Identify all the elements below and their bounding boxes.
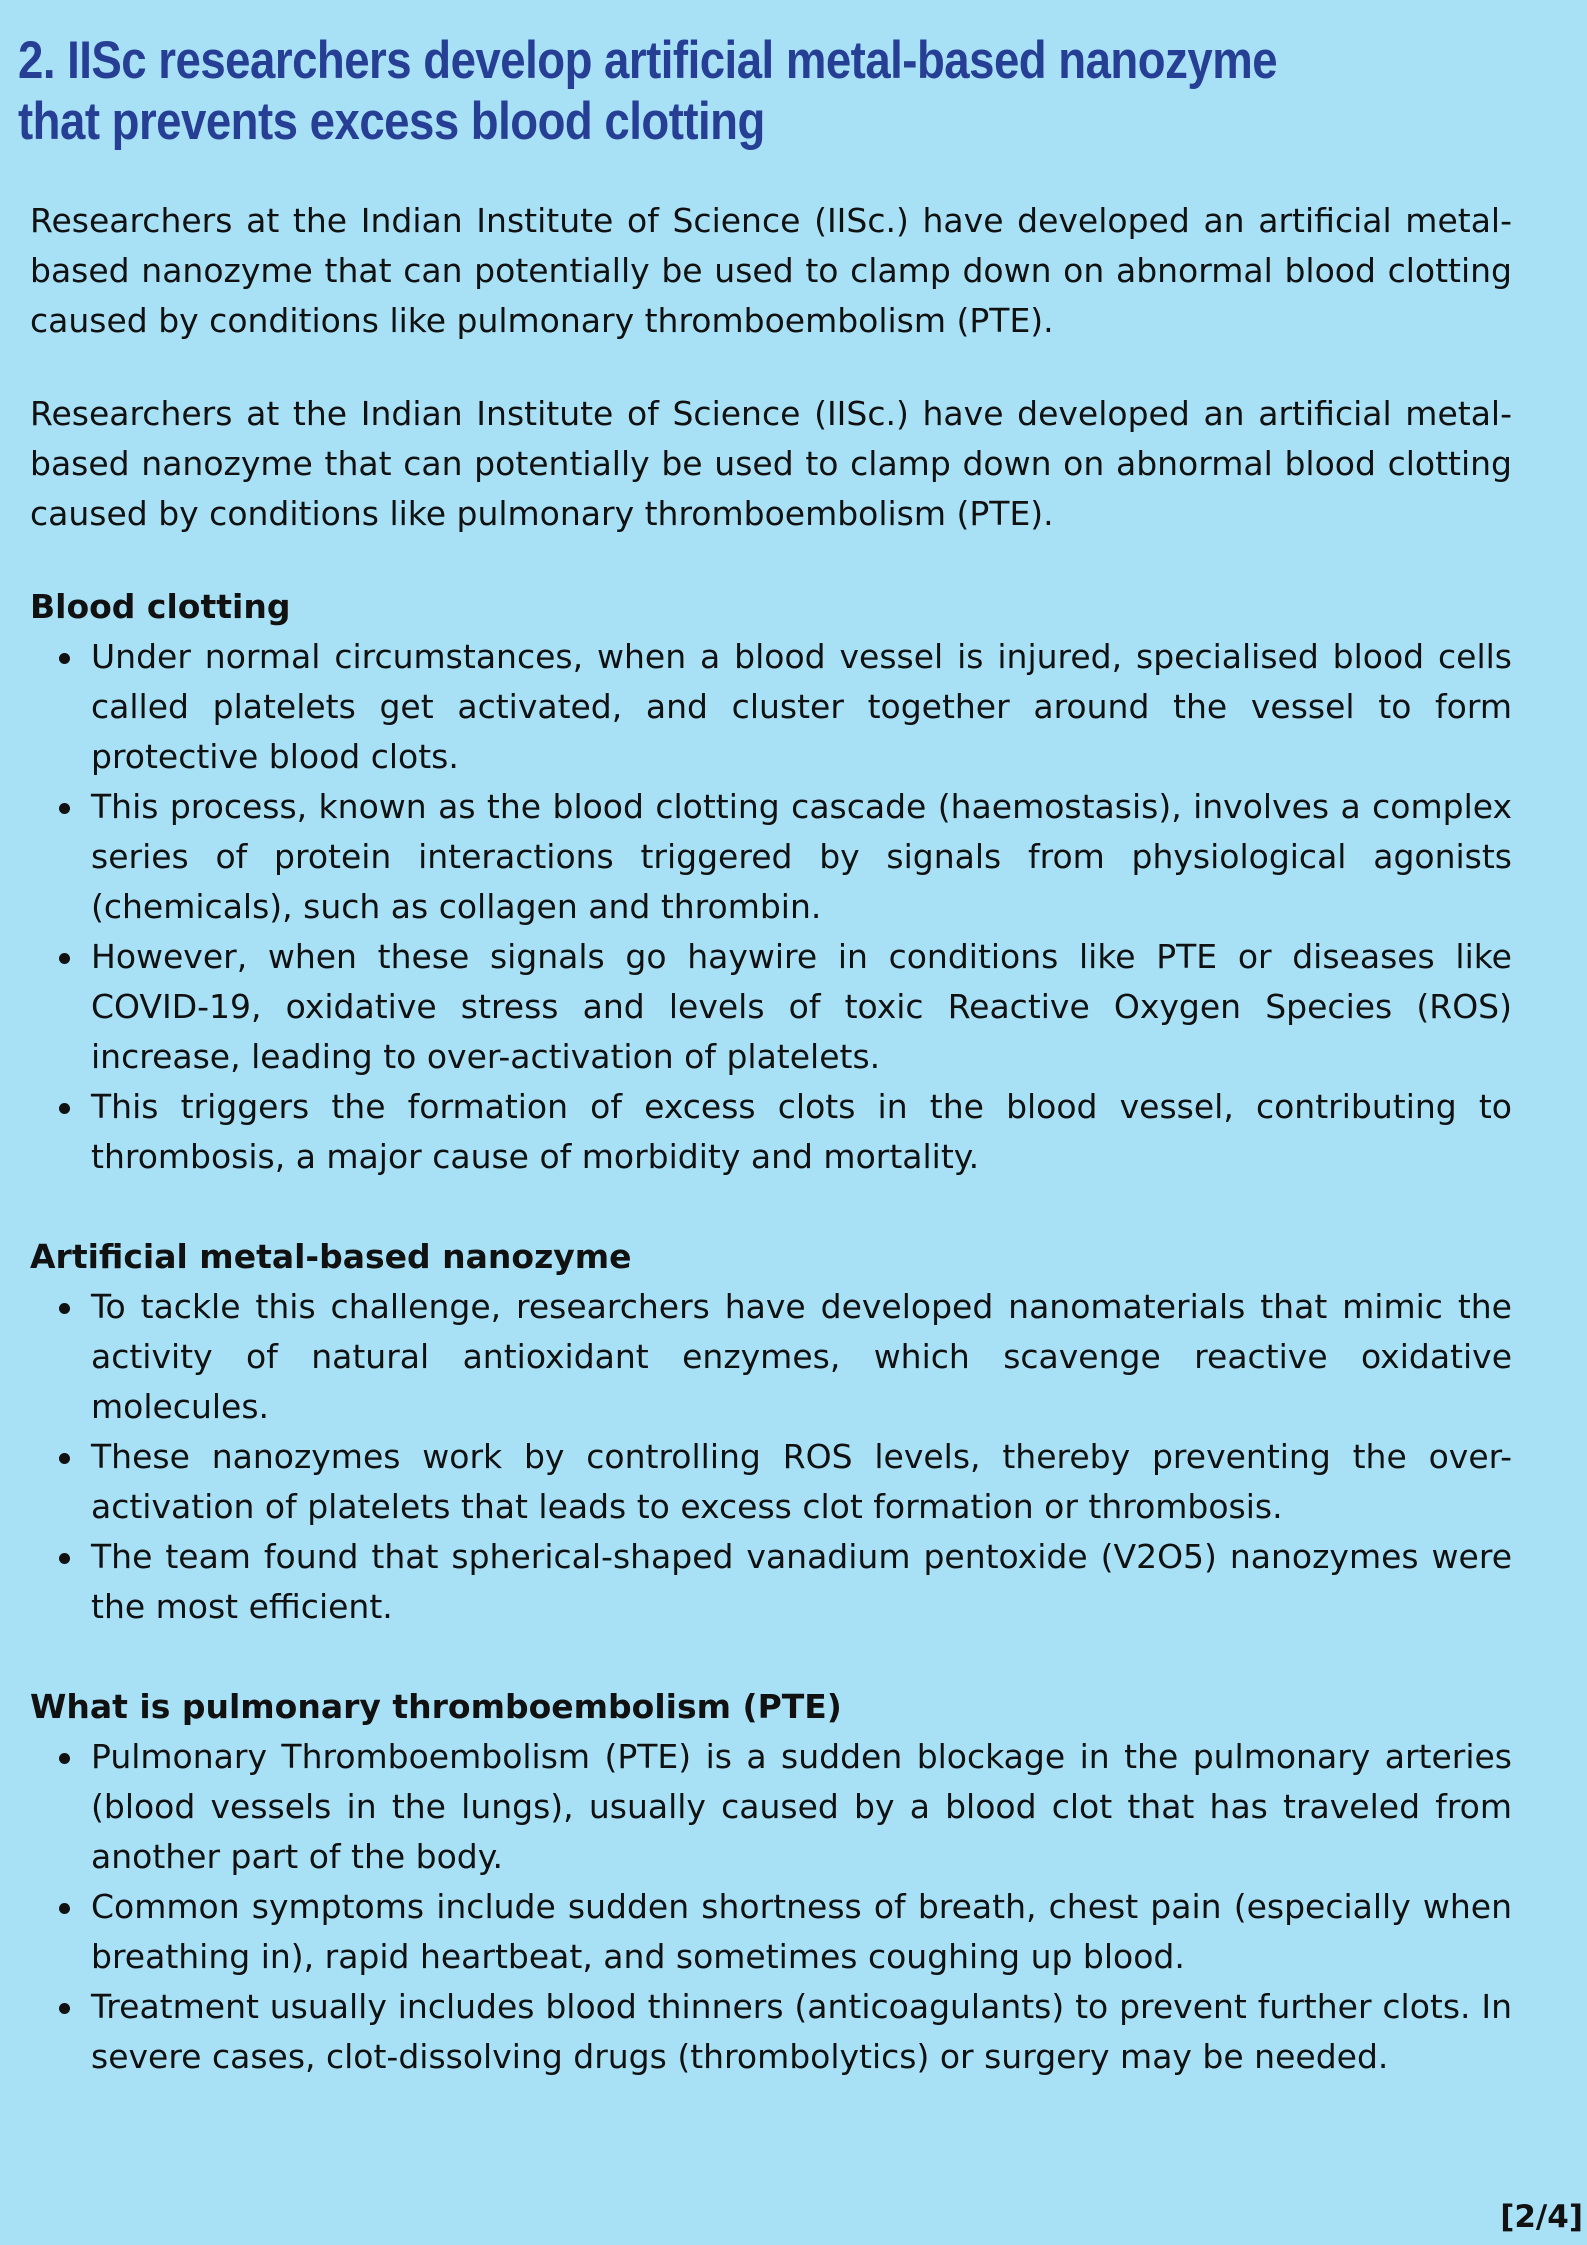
list-item-text: This triggers the formation of excess clots in the blood vessel, contributing to thrombosis, a major cause of morbidity and mortality. xyxy=(91,1087,1512,1176)
list-item xyxy=(30,1732,1512,1882)
bullet-list xyxy=(30,1282,1512,1632)
list-item-text: However, when these signals go haywire in conditions like PTE or diseases like COVID-19, oxidative stress and levels of toxic Reactive Oxygen Species (ROS) increase, leading to over-activation of platelets. xyxy=(91,937,1512,1076)
bullet-icon xyxy=(59,1553,70,1564)
page-title: 2. IISc researchers develop artificial metal-based nanozyme that prevents excess blood clotting xyxy=(18,31,1278,151)
list-item xyxy=(30,632,1512,782)
list-item xyxy=(30,1082,1512,1182)
bullet-icon xyxy=(59,1453,70,1464)
bullet-icon xyxy=(59,1903,70,1914)
intro-paragraph: Researchers at the Indian Institute of Science (IISc.) have developed an artificial metal-based nanozyme that can potentially be used to clamp down on abnormal blood clotting caused by conditions like pulmonary thromboembolism (PTE). xyxy=(30,394,1512,533)
list-item-text: Pulmonary Thromboembolism (PTE) is a sudden blockage in the pulmonary arteries (blood vessels in the lungs), usually caused by a blood clot that has traveled from another part of the body. xyxy=(91,1737,1512,1876)
list-item xyxy=(30,1882,1512,1982)
list-item-text: Under normal circumstances, when a blood vessel is injured, specialised blood cells called platelets get activated, and cluster together around the vessel to form protective blood clots. xyxy=(91,637,1512,776)
section-heading: Blood clotting xyxy=(30,587,291,626)
article-body xyxy=(30,196,1512,2132)
list-item-text: This process, known as the blood clotting cascade (haemostasis), involves a complex series of protein interactions triggered by signals from physiological agonists (chemicals), such as collagen and thrombin. xyxy=(91,787,1512,926)
list-item xyxy=(30,1982,1512,2082)
bullet-icon xyxy=(59,803,70,814)
list-item-text: Common symptoms include sudden shortness of breath, chest pain (especially when breathing in), rapid heartbeat, and sometimes coughing up blood. xyxy=(91,1887,1512,1976)
page-number: [2/4] xyxy=(1500,2199,1583,2235)
list-item xyxy=(30,1432,1512,1532)
bullet-icon xyxy=(59,1753,70,1764)
bullet-icon xyxy=(59,2003,70,2014)
section-blood-clotting xyxy=(30,582,1512,1182)
bullet-icon xyxy=(59,653,70,664)
list-item xyxy=(30,1282,1512,1432)
list-item xyxy=(30,782,1512,932)
bullet-list xyxy=(30,632,1512,1182)
list-item-text: The team found that spherical-shaped vanadium pentoxide (V2O5) nanozymes were the most efficient. xyxy=(91,1537,1512,1626)
list-item-text: Treatment usually includes blood thinners (anticoagulants) to prevent further clots. In severe cases, clot-dissolving drugs (thrombolytics) or surgery may be needed. xyxy=(91,1987,1512,2076)
bullet-icon xyxy=(59,1303,70,1314)
list-item xyxy=(30,1532,1512,1632)
bullet-icon xyxy=(59,953,70,964)
bullet-icon xyxy=(59,1103,70,1114)
list-item-text: To tackle this challenge, researchers have developed nanomaterials that mimic the activity of natural antioxidant enzymes, which scavenge reactive oxidative molecules. xyxy=(91,1287,1512,1426)
list-item xyxy=(30,932,1512,1082)
intro-paragraph: Researchers at the Indian Institute of Science (IISc.) have developed an artificial metal-based nanozyme that can potentially be used to clamp down on abnormal blood clotting caused by conditions like pulmonary thromboembolism (PTE). xyxy=(30,201,1512,340)
section-pte xyxy=(30,1682,1512,2082)
list-item-text: These nanozymes work by controlling ROS levels, thereby preventing the over-activation of platelets that leads to excess clot formation or thrombosis. xyxy=(91,1437,1512,1526)
section-heading: Artificial metal-based nanozyme xyxy=(30,1237,632,1276)
bullet-list xyxy=(30,1732,1512,2082)
section-heading: What is pulmonary thromboembolism (PTE) xyxy=(30,1687,842,1726)
section-nanozyme xyxy=(30,1232,1512,1632)
